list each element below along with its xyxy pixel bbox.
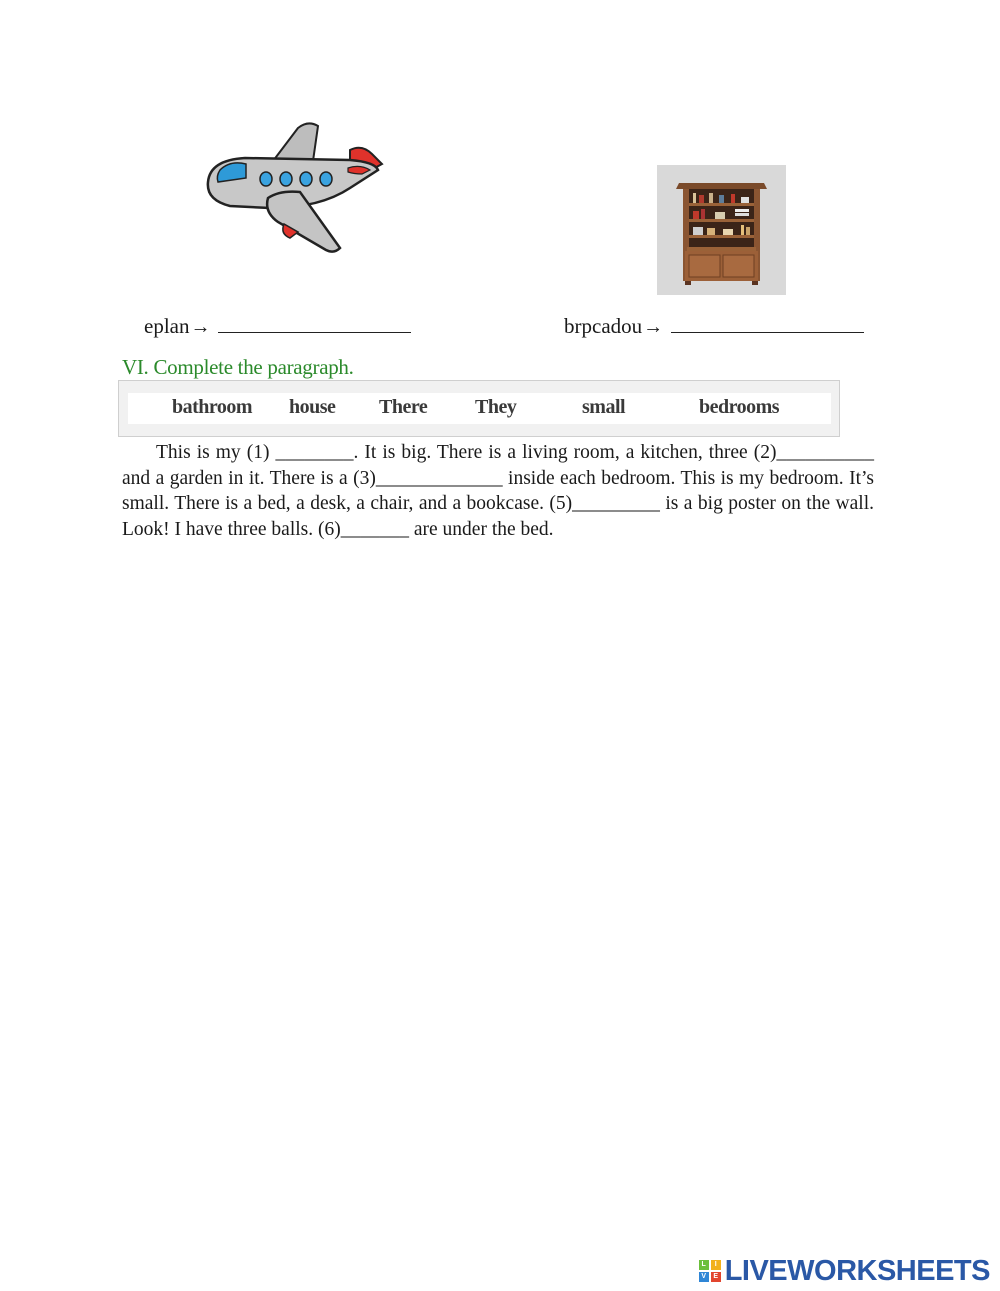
section-heading: VI. Complete the paragraph. — [122, 355, 354, 379]
word-bank-item: They — [475, 396, 517, 418]
word-bank-item: small — [582, 396, 626, 418]
logo-letter: L — [699, 1260, 709, 1270]
logo-letter: E — [711, 1272, 721, 1282]
word-bank — [118, 380, 840, 437]
scramble-item-2 — [564, 314, 864, 339]
logo-letter: I — [711, 1260, 721, 1270]
liveworksheets-logo-icon — [699, 1260, 721, 1282]
answer-blank[interactable] — [218, 314, 411, 333]
word-bank-item: There — [379, 396, 428, 418]
airplane-icon — [200, 120, 390, 255]
airplane-picture — [200, 120, 390, 255]
word-bank-item: house — [289, 396, 336, 418]
scrambled-word: brpcadou — [564, 314, 643, 338]
word-bank-inner — [128, 393, 831, 424]
watermark-text: LIVEWORKSHEETS — [724, 1254, 990, 1287]
right-arrow-icon: → — [190, 316, 211, 338]
cloze-paragraph: This is my (1) ________. It is big. There is a living room, a kitchen, three (2)__________ and a garden in it. There is a (3)_____________ inside each bedroom. This is my bedroom. It’s small. There is a bed, a desk, a chair, and a bookcase. (5)_________ is a big poster on the wall. Look! I have three balls. (6)_______ are under the bed. — [122, 442, 874, 540]
bookcase-icon — [657, 165, 786, 295]
liveworksheets-watermark — [699, 1254, 990, 1288]
scramble-item-1 — [144, 314, 411, 339]
answer-blank[interactable] — [671, 314, 864, 333]
scrambled-word: eplan — [144, 314, 190, 338]
word-bank-item: bedrooms — [699, 396, 780, 418]
word-bank-item: bathroom — [172, 396, 253, 418]
bookcase-picture — [657, 165, 786, 295]
logo-letter: V — [699, 1272, 709, 1282]
right-arrow-icon: → — [643, 316, 664, 338]
